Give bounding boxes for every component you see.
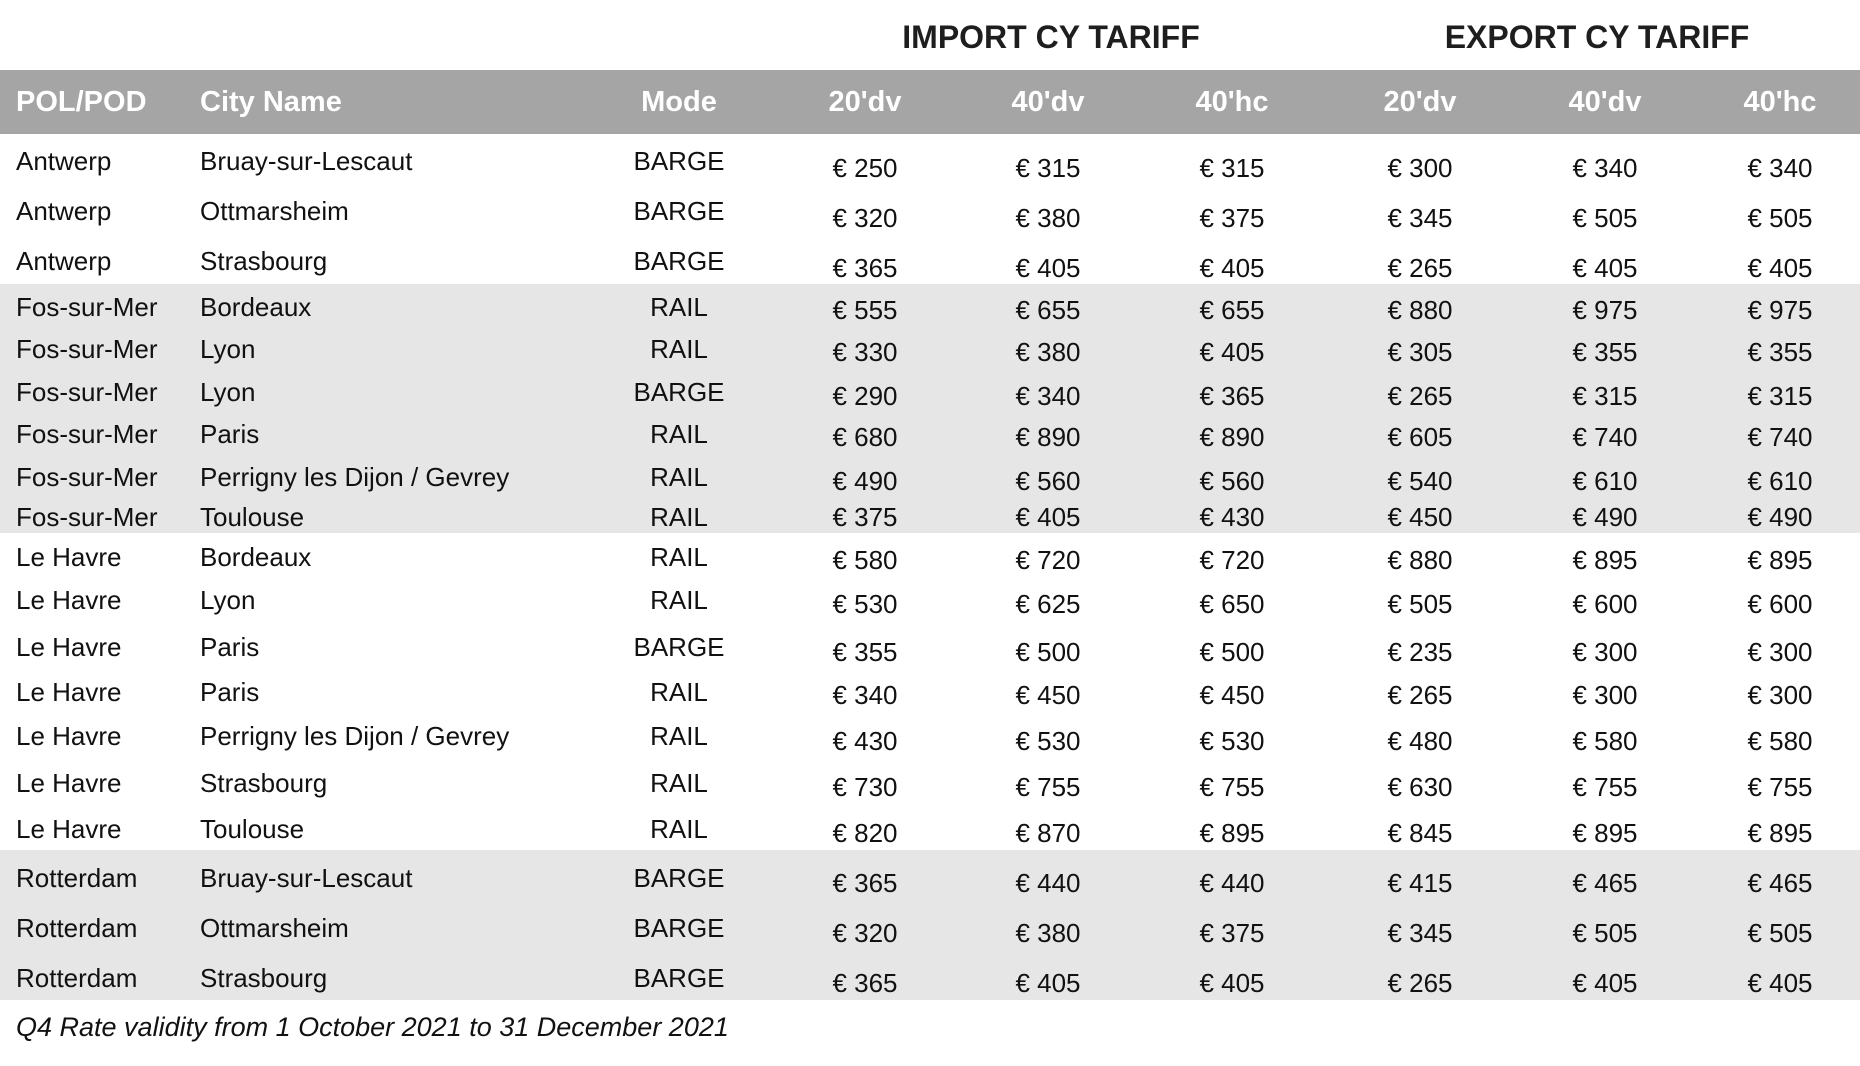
pol-pod-cell: Fos-sur-Mer bbox=[16, 334, 158, 364]
rate-export-40dv-cell: € 505 bbox=[1572, 918, 1638, 948]
rate-import-20dv-cell: € 730 bbox=[832, 772, 898, 802]
rate-import-40dv-cell: € 625 bbox=[1015, 589, 1081, 619]
city-name-cell: Bruay-sur-Lescaut bbox=[200, 863, 413, 893]
city-name-cell: Bordeaux bbox=[200, 542, 312, 572]
mode-cell: RAIL bbox=[650, 502, 708, 532]
rate-export-40hc-cell: € 895 bbox=[1747, 818, 1813, 848]
rate-export-20dv-cell: € 345 bbox=[1387, 918, 1453, 948]
rate-import-40hc-cell: € 650 bbox=[1199, 589, 1265, 619]
rate-import-40dv-cell: € 380 bbox=[1015, 918, 1081, 948]
rate-import-20dv-cell: € 365 bbox=[832, 868, 898, 898]
rate-export-40dv-cell: € 755 bbox=[1572, 772, 1638, 802]
rate-export-40hc-cell: € 405 bbox=[1747, 253, 1813, 283]
city-name-cell: Perrigny les Dijon / Gevrey bbox=[200, 462, 510, 492]
rate-import-40dv-cell: € 890 bbox=[1015, 422, 1081, 452]
rate-import-40hc-cell: € 895 bbox=[1199, 818, 1265, 848]
table-header bbox=[0, 70, 1860, 134]
pol-pod-cell: Rotterdam bbox=[16, 963, 138, 993]
mode-cell: RAIL bbox=[650, 814, 708, 844]
city-name-cell: Paris bbox=[200, 677, 260, 707]
rate-export-40hc-cell: € 465 bbox=[1747, 868, 1813, 898]
pol-pod-cell: Antwerp bbox=[16, 246, 112, 276]
pol-pod-cell: Le Havre bbox=[16, 585, 122, 615]
col-header-city-name: City Name bbox=[200, 86, 342, 118]
rate-export-40hc-cell: € 975 bbox=[1747, 295, 1813, 325]
rate-import-40dv-cell: € 405 bbox=[1015, 502, 1081, 532]
rate-import-40hc-cell: € 365 bbox=[1199, 381, 1265, 411]
rate-export-40hc-cell: € 895 bbox=[1747, 545, 1813, 575]
city-name-cell: Paris bbox=[200, 632, 260, 662]
pol-pod-cell: Fos-sur-Mer bbox=[16, 377, 158, 407]
mode-cell: BARGE bbox=[633, 963, 725, 993]
rate-export-40dv-cell: € 405 bbox=[1572, 968, 1638, 998]
mode-cell: BARGE bbox=[633, 913, 725, 943]
rate-export-40hc-cell: € 340 bbox=[1747, 153, 1813, 183]
pol-pod-cell: Rotterdam bbox=[16, 913, 138, 943]
rate-import-40dv-cell: € 380 bbox=[1015, 203, 1081, 233]
rate-import-20dv-cell: € 365 bbox=[832, 253, 898, 283]
pol-pod-cell: Fos-sur-Mer bbox=[16, 419, 158, 449]
rate-export-20dv-cell: € 265 bbox=[1387, 381, 1453, 411]
rate-export-40dv-cell: € 315 bbox=[1572, 381, 1638, 411]
rate-import-20dv-cell: € 580 bbox=[832, 545, 898, 575]
rate-export-20dv-cell: € 305 bbox=[1387, 337, 1453, 367]
rate-import-20dv-cell: € 365 bbox=[832, 968, 898, 998]
col-header-import-40dv: 40'dv bbox=[1011, 86, 1085, 118]
rate-import-40hc-cell: € 405 bbox=[1199, 253, 1265, 283]
mode-cell: BARGE bbox=[633, 146, 725, 176]
rate-import-40hc-cell: € 440 bbox=[1199, 868, 1265, 898]
rate-import-40dv-cell: € 655 bbox=[1015, 295, 1081, 325]
rate-import-40hc-cell: € 655 bbox=[1199, 295, 1265, 325]
mode-cell: BARGE bbox=[633, 863, 725, 893]
rate-export-40hc-cell: € 755 bbox=[1747, 772, 1813, 802]
mode-cell: RAIL bbox=[650, 334, 708, 364]
rate-import-40dv-cell: € 450 bbox=[1015, 680, 1081, 710]
rate-import-40dv-cell: € 405 bbox=[1015, 253, 1081, 283]
rate-import-20dv-cell: € 290 bbox=[832, 381, 898, 411]
rate-import-40dv-cell: € 405 bbox=[1015, 968, 1081, 998]
rate-export-40dv-cell: € 580 bbox=[1572, 726, 1638, 756]
city-name-cell: Toulouse bbox=[200, 502, 305, 532]
rate-export-40dv-cell: € 600 bbox=[1572, 589, 1638, 619]
rate-import-40hc-cell: € 450 bbox=[1199, 680, 1265, 710]
col-header-pol-pod: POL/POD bbox=[16, 86, 147, 118]
rate-export-20dv-cell: € 300 bbox=[1387, 153, 1453, 183]
mode-cell: BARGE bbox=[633, 377, 725, 407]
rate-import-40dv-cell: € 720 bbox=[1015, 545, 1081, 575]
rate-export-40dv-cell: € 340 bbox=[1572, 153, 1638, 183]
rate-import-20dv-cell: € 320 bbox=[832, 918, 898, 948]
rate-import-40hc-cell: € 755 bbox=[1199, 772, 1265, 802]
rate-export-40dv-cell: € 465 bbox=[1572, 868, 1638, 898]
rate-export-40dv-cell: € 300 bbox=[1572, 637, 1638, 667]
rate-export-40hc-cell: € 505 bbox=[1747, 918, 1813, 948]
col-header-export-40dv: 40'dv bbox=[1568, 86, 1642, 118]
rate-import-20dv-cell: € 330 bbox=[832, 337, 898, 367]
city-name-cell: Ottmarsheim bbox=[200, 196, 349, 226]
import-tariff-heading: IMPORT CY TARIFF bbox=[902, 19, 1200, 55]
city-name-cell: Toulouse bbox=[200, 814, 305, 844]
rate-export-40hc-cell: € 300 bbox=[1747, 680, 1813, 710]
rate-export-40dv-cell: € 490 bbox=[1572, 502, 1638, 532]
city-name-cell: Lyon bbox=[200, 585, 256, 615]
mode-cell: RAIL bbox=[650, 721, 708, 751]
col-header-import-40hc: 40'hc bbox=[1195, 86, 1269, 118]
rate-export-40dv-cell: € 740 bbox=[1572, 422, 1638, 452]
rate-import-20dv-cell: € 555 bbox=[832, 295, 898, 325]
pol-pod-cell: Antwerp bbox=[16, 196, 112, 226]
rate-export-20dv-cell: € 630 bbox=[1387, 772, 1453, 802]
rate-import-40hc-cell: € 890 bbox=[1199, 422, 1265, 452]
rate-import-40hc-cell: € 430 bbox=[1199, 502, 1265, 532]
rate-import-20dv-cell: € 355 bbox=[832, 637, 898, 667]
rate-import-40dv-cell: € 755 bbox=[1015, 772, 1081, 802]
rate-export-20dv-cell: € 480 bbox=[1387, 726, 1453, 756]
rate-import-40dv-cell: € 440 bbox=[1015, 868, 1081, 898]
rate-export-20dv-cell: € 505 bbox=[1387, 589, 1453, 619]
city-name-cell: Bruay-sur-Lescaut bbox=[200, 146, 413, 176]
rate-export-20dv-cell: € 265 bbox=[1387, 680, 1453, 710]
pol-pod-cell: Le Havre bbox=[16, 542, 122, 572]
rate-export-20dv-cell: € 845 bbox=[1387, 818, 1453, 848]
export-tariff-heading: EXPORT CY TARIFF bbox=[1444, 19, 1750, 55]
rate-export-20dv-cell: € 450 bbox=[1387, 502, 1453, 532]
rate-export-40dv-cell: € 300 bbox=[1572, 680, 1638, 710]
mode-cell: RAIL bbox=[650, 677, 708, 707]
rate-export-20dv-cell: € 265 bbox=[1387, 253, 1453, 283]
rate-export-40dv-cell: € 405 bbox=[1572, 253, 1638, 283]
rate-import-40hc-cell: € 375 bbox=[1199, 918, 1265, 948]
rate-export-20dv-cell: € 540 bbox=[1387, 466, 1453, 496]
rate-import-40dv-cell: € 340 bbox=[1015, 381, 1081, 411]
pol-pod-cell: Le Havre bbox=[16, 814, 122, 844]
rate-export-20dv-cell: € 345 bbox=[1387, 203, 1453, 233]
rate-export-40hc-cell: € 490 bbox=[1747, 502, 1813, 532]
city-name-cell: Perrigny les Dijon / Gevrey bbox=[200, 721, 510, 751]
rate-export-40hc-cell: € 300 bbox=[1747, 637, 1813, 667]
city-name-cell: Ottmarsheim bbox=[200, 913, 349, 943]
pol-pod-cell: Antwerp bbox=[16, 146, 112, 176]
rate-export-40hc-cell: € 600 bbox=[1747, 589, 1813, 619]
mode-cell: RAIL bbox=[650, 542, 708, 572]
rate-import-40dv-cell: € 380 bbox=[1015, 337, 1081, 367]
rate-import-20dv-cell: € 530 bbox=[832, 589, 898, 619]
rate-import-40dv-cell: € 500 bbox=[1015, 637, 1081, 667]
rate-import-40hc-cell: € 720 bbox=[1199, 545, 1265, 575]
mode-cell: RAIL bbox=[650, 462, 708, 492]
rate-import-40dv-cell: € 315 bbox=[1015, 153, 1081, 183]
rate-export-40dv-cell: € 610 bbox=[1572, 466, 1638, 496]
city-name-cell: Strasbourg bbox=[200, 246, 328, 276]
rate-import-40dv-cell: € 560 bbox=[1015, 466, 1081, 496]
rate-import-40dv-cell: € 530 bbox=[1015, 726, 1081, 756]
rate-export-40hc-cell: € 610 bbox=[1747, 466, 1813, 496]
city-name-cell: Bordeaux bbox=[200, 292, 312, 322]
pol-pod-cell: Le Havre bbox=[16, 721, 122, 751]
city-name-cell: Lyon bbox=[200, 334, 256, 364]
pol-pod-cell: Le Havre bbox=[16, 677, 122, 707]
rate-export-20dv-cell: € 880 bbox=[1387, 545, 1453, 575]
rate-export-20dv-cell: € 265 bbox=[1387, 968, 1453, 998]
mode-cell: RAIL bbox=[650, 419, 708, 449]
rate-export-40dv-cell: € 895 bbox=[1572, 818, 1638, 848]
rate-export-40dv-cell: € 895 bbox=[1572, 545, 1638, 575]
rate-import-20dv-cell: € 340 bbox=[832, 680, 898, 710]
rate-import-20dv-cell: € 680 bbox=[832, 422, 898, 452]
city-name-cell: Paris bbox=[200, 419, 260, 449]
rate-import-20dv-cell: € 820 bbox=[832, 818, 898, 848]
rate-export-20dv-cell: € 605 bbox=[1387, 422, 1453, 452]
rate-export-40hc-cell: € 740 bbox=[1747, 422, 1813, 452]
pol-pod-cell: Fos-sur-Mer bbox=[16, 462, 158, 492]
pol-pod-cell: Le Havre bbox=[16, 632, 122, 662]
rate-export-20dv-cell: € 880 bbox=[1387, 295, 1453, 325]
rate-export-20dv-cell: € 235 bbox=[1387, 637, 1453, 667]
city-name-cell: Strasbourg bbox=[200, 768, 328, 798]
mode-cell: BARGE bbox=[633, 632, 725, 662]
city-name-cell: Strasbourg bbox=[200, 963, 328, 993]
rate-import-40hc-cell: € 530 bbox=[1199, 726, 1265, 756]
rate-export-40hc-cell: € 405 bbox=[1747, 968, 1813, 998]
rate-export-40hc-cell: € 505 bbox=[1747, 203, 1813, 233]
rate-import-40hc-cell: € 375 bbox=[1199, 203, 1265, 233]
pol-pod-cell: Fos-sur-Mer bbox=[16, 502, 158, 532]
city-name-cell: Lyon bbox=[200, 377, 256, 407]
mode-cell: BARGE bbox=[633, 246, 725, 276]
mode-cell: RAIL bbox=[650, 585, 708, 615]
rate-import-20dv-cell: € 320 bbox=[832, 203, 898, 233]
rate-import-40hc-cell: € 560 bbox=[1199, 466, 1265, 496]
mode-cell: RAIL bbox=[650, 768, 708, 798]
rate-import-20dv-cell: € 430 bbox=[832, 726, 898, 756]
rate-export-40dv-cell: € 505 bbox=[1572, 203, 1638, 233]
col-header-export-20dv: 20'dv bbox=[1383, 86, 1457, 118]
rate-export-40dv-cell: € 355 bbox=[1572, 337, 1638, 367]
col-header-import-20dv: 20'dv bbox=[828, 86, 902, 118]
pol-pod-cell: Le Havre bbox=[16, 768, 122, 798]
rate-import-40hc-cell: € 315 bbox=[1199, 153, 1265, 183]
rate-export-40hc-cell: € 315 bbox=[1747, 381, 1813, 411]
rate-validity-note: Q4 Rate validity from 1 October 2021 to 31 December 2021 bbox=[16, 1012, 729, 1042]
rate-import-40dv-cell: € 870 bbox=[1015, 818, 1081, 848]
rate-import-20dv-cell: € 490 bbox=[832, 466, 898, 496]
rate-import-40hc-cell: € 405 bbox=[1199, 968, 1265, 998]
rate-export-40hc-cell: € 355 bbox=[1747, 337, 1813, 367]
col-header-export-40hc: 40'hc bbox=[1743, 86, 1817, 118]
mode-cell: BARGE bbox=[633, 196, 725, 226]
col-header-mode: Mode bbox=[641, 86, 717, 118]
rate-export-40dv-cell: € 975 bbox=[1572, 295, 1638, 325]
rate-import-20dv-cell: € 375 bbox=[832, 502, 898, 532]
pol-pod-cell: Fos-sur-Mer bbox=[16, 292, 158, 322]
rate-import-20dv-cell: € 250 bbox=[832, 153, 898, 183]
rate-export-20dv-cell: € 415 bbox=[1387, 868, 1453, 898]
pol-pod-cell: Rotterdam bbox=[16, 863, 138, 893]
rate-import-40hc-cell: € 500 bbox=[1199, 637, 1265, 667]
mode-cell: RAIL bbox=[650, 292, 708, 322]
rate-export-40hc-cell: € 580 bbox=[1747, 726, 1813, 756]
rate-import-40hc-cell: € 405 bbox=[1199, 337, 1265, 367]
